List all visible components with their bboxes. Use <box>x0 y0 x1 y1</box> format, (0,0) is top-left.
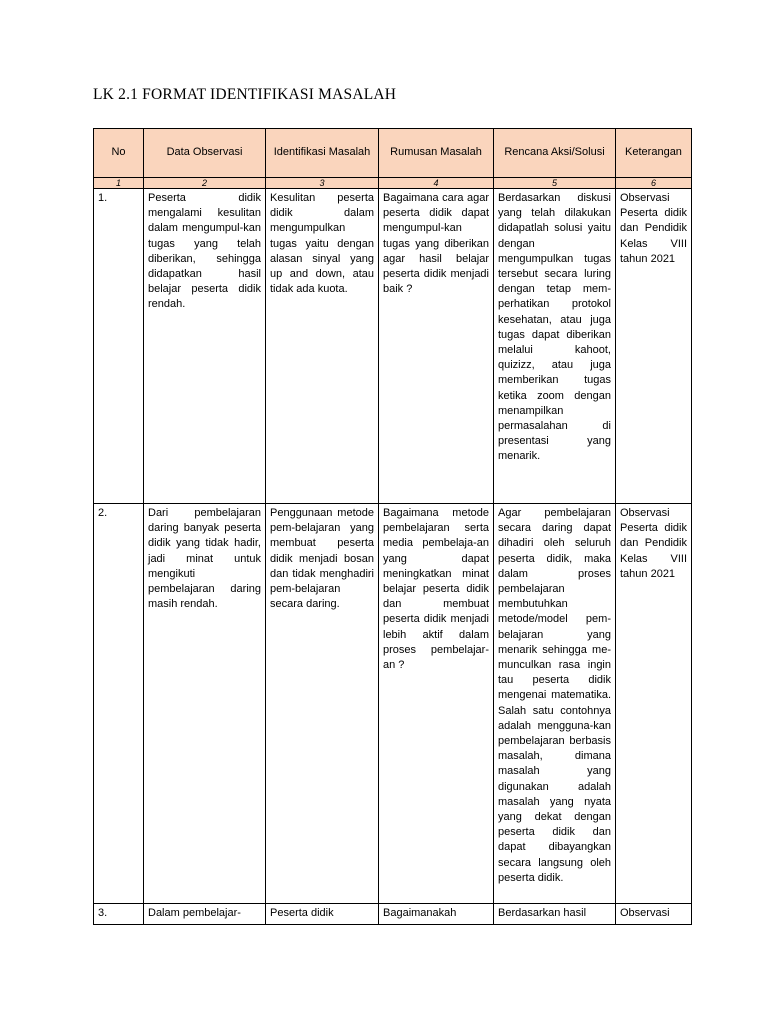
header-no: No <box>94 129 144 178</box>
cell-rencana-aksi: Berdasarkan diskusi yang telah dilakukan didapatlah solusi yaitu dengan mengumpulkan tugas tersebut secara luring dengan tetap mem-perhatikan protokol kesehatan, atau juga tugas dapat diberikan melalui kahoot, quizizz, atau juga memberikan tugas ketika zoom dengan menampilkan permasalahan di presentasi yang menarik. <box>494 189 616 504</box>
problem-identification-table <box>93 128 692 925</box>
document-title: LK 2.1 FORMAT IDENTIFIKASI MASALAH <box>93 86 397 103</box>
cell-no: 2. <box>94 504 144 904</box>
cell-data-observasi: Peserta didik mengalami kesulitan dalam mengumpul-kan tugas yang telah diberikan, sehingga didapatkan hasil belajar peserta didik rendah. <box>144 189 266 504</box>
column-number: 6 <box>616 178 692 189</box>
table-header-row <box>94 129 692 178</box>
header-data-observasi: Data Observasi <box>144 129 266 178</box>
cell-rumusan-masalah: Bagaimana cara agar peserta didik dapat mengumpul-kan tugas yang diberikan agar hasil belajar peserta didik menjadi baik ? <box>379 189 494 504</box>
cell-identifikasi-masalah: Peserta didik <box>266 904 379 925</box>
cell-rumusan-masalah: Bagaimana metode pembelajaran serta media pembelaja-an yang dapat meningkatkan minat belajar peserta didik dan membuat peserta didik menjadi lebih aktif dalam proses pembelajar-an ? <box>379 504 494 904</box>
table-row <box>94 904 692 925</box>
table-row <box>94 189 692 504</box>
header-rumusan-masalah: Rumusan Masalah <box>379 129 494 178</box>
column-number: 3 <box>266 178 379 189</box>
cell-keterangan: Observasi <box>616 904 692 925</box>
cell-rencana-aksi: Agar pembelajaran secara daring dapat dihadiri oleh seluruh peserta didik, maka dalam proses pembelajaran membutuhkan metode/model pem-belajaran yang menarik sehingga me-munculkan rasa ingin tau peserta didik mengenai matematika. Salah satu contohnya adalah mengguna-kan pembelajaran berbasis masalah, dimana masalah yang digunakan adalah masalah yang nyata yang dekat dengan peserta didik dan dapat dibayangkan secara langsung oleh peserta didik. <box>494 504 616 904</box>
cell-keterangan: Observasi Peserta didik dan Pendidik Kelas VIII tahun 2021 <box>616 504 692 904</box>
header-identifikasi-masalah: Identifikasi Masalah <box>266 129 379 178</box>
column-number: 4 <box>379 178 494 189</box>
cell-rumusan-masalah: Bagaimanakah <box>379 904 494 925</box>
cell-no: 3. <box>94 904 144 925</box>
column-number-row <box>94 178 692 189</box>
cell-data-observasi: Dari pembelajaran daring banyak peserta didik yang tidak hadir, jadi minat untuk mengikuti pembelajaran daring masih rendah. <box>144 504 266 904</box>
header-keterangan: Keterangan <box>616 129 692 178</box>
column-number: 5 <box>494 178 616 189</box>
cell-rencana-aksi: Berdasarkan hasil <box>494 904 616 925</box>
table-row <box>94 504 692 904</box>
header-rencana-aksi: Rencana Aksi/Solusi <box>494 129 616 178</box>
cell-data-observasi: Dalam pembelajar- <box>144 904 266 925</box>
cell-identifikasi-masalah: Kesulitan peserta didik dalam mengumpulkan tugas yaitu dengan alasan sinyal yang up and down, atau tidak ada kuota. <box>266 189 379 504</box>
cell-identifikasi-masalah: Penggunaan metode pem-belajaran yang membuat peserta didik menjadi bosan dan tidak menghadiri pem-belajaran secara daring. <box>266 504 379 904</box>
column-number: 1 <box>94 178 144 189</box>
cell-keterangan: Observasi Peserta didik dan Pendidik Kelas VIII tahun 2021 <box>616 189 692 504</box>
column-number: 2 <box>144 178 266 189</box>
cell-no: 1. <box>94 189 144 504</box>
